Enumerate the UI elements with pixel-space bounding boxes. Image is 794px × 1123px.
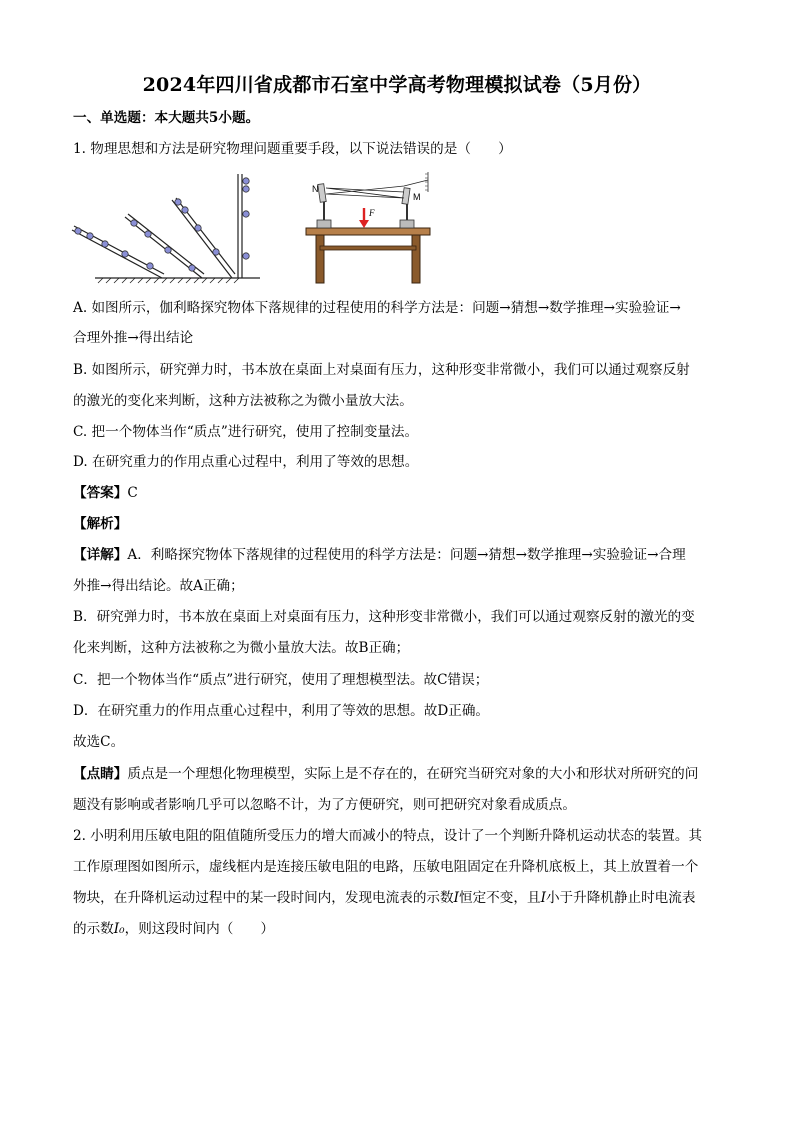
q2-line-2: 工作原理图如图所示，虚线框内是连接压敏电阻的电路，压敏电阻固定在升降机底板上，其上放置着一个	[73, 859, 699, 875]
q1-option-c: C. 把一个物体当作“质点”进行研究，使用了控制变量法。	[73, 424, 419, 440]
detail-tag: 【详解】	[73, 547, 128, 563]
q2-line-1: 2. 小明利用压敏电阻的阻值随所受压力的增大而减小的特点，设计了一个判断升降机运动状态的装置。其	[73, 828, 703, 844]
q1-option-a-line2: 合理外推→得出结论	[73, 330, 194, 346]
analysis-tag: 【解析】	[73, 516, 128, 532]
label-m: M	[413, 192, 421, 202]
q2-line-3-part-a: 物块，在升降机运动过程中的某一段时间内，发现电流表的示数	[73, 890, 454, 906]
detail-line-7: 故选C。	[73, 734, 125, 750]
label-f: F	[369, 208, 375, 218]
q1-stem: 1. 物理思想和方法是研究物理问题重要手段，以下说法错误的是（ ）	[73, 141, 512, 157]
variable-i0: I₀	[113, 921, 125, 937]
q2-line-4-part-a: 的示数	[73, 921, 114, 937]
q2-line-4-part-b: ，则这段时间内（ ）	[124, 921, 275, 937]
q2-line-3-part-b: 恒定不变，且	[459, 890, 541, 906]
q1-option-a-line1: A. 如图所示，伽利略探究物体下落规律的过程使用的科学方法是：问题→猜想→数学推理→实验验证→	[73, 300, 681, 316]
q1-option-b-line1: B. 如图所示，研究弹力时，书本放在桌面上对桌面有压力，这种形变非常微小，我们可以通过观察反射	[73, 362, 690, 378]
section-heading: 一、单选题：本大题共5小题。	[73, 110, 260, 126]
comment-text-1: 质点是一个理想化物理模型，实际上是不存在的，在研究当研究对象的大小和形状对所研究的问	[127, 766, 699, 782]
label-n: N	[312, 184, 319, 194]
detail-line-2: 外推→得出结论。故A正确；	[73, 578, 244, 594]
page-title: 2024年四川省成都市石室中学高考物理模拟试卷（5月份）	[142, 74, 652, 96]
detail-line-3: B．研究弹力时，书本放在桌面上对桌面有压力，这种形变非常微小，我们可以通过观察反射的激光的变	[73, 609, 695, 625]
comment-line-2: 题没有影响或者影响几乎可以忽略不计，为了方便研究，则可把研究对象看成质点。	[73, 797, 576, 813]
laser-table-figure	[300, 170, 440, 285]
detail-line-6: D．在研究重力的作用点重心过程中，利用了等效的思想。故D正确。	[73, 703, 490, 719]
answer-value: C	[127, 485, 138, 501]
q1-answer	[73, 483, 138, 503]
comment-line-1	[73, 764, 698, 784]
comment-tag: 【点睛】	[73, 766, 128, 782]
variable-i: I	[453, 890, 459, 906]
q2-line-4	[73, 919, 274, 939]
detail-line-4: 化来判断，这种方法被称之为微小量放大法。故B正确；	[73, 640, 410, 656]
q2-line-3-part-c: 小于升降机静止时电流表	[545, 890, 696, 906]
detail-text-1: A．利略探究物体下落规律的过程使用的科学方法是：问题→猜想→数学推理→实验验证→合理	[127, 547, 686, 563]
q1-option-d: D. 在研究重力的作用点重心过程中，利用了等效的思想。	[73, 454, 419, 470]
detail-line-5: C．把一个物体当作“质点”进行研究，使用了理想模型法。故C错误；	[73, 672, 489, 688]
q1-option-b-line2: 的激光的变化来判断，这种方法被称之为微小量放大法。	[73, 393, 413, 409]
answer-tag: 【答案】	[73, 485, 128, 501]
detail-line-1	[73, 545, 686, 565]
variable-i-2: I	[540, 890, 546, 906]
galileo-incline-figure	[70, 172, 260, 284]
q2-line-3	[73, 888, 695, 908]
